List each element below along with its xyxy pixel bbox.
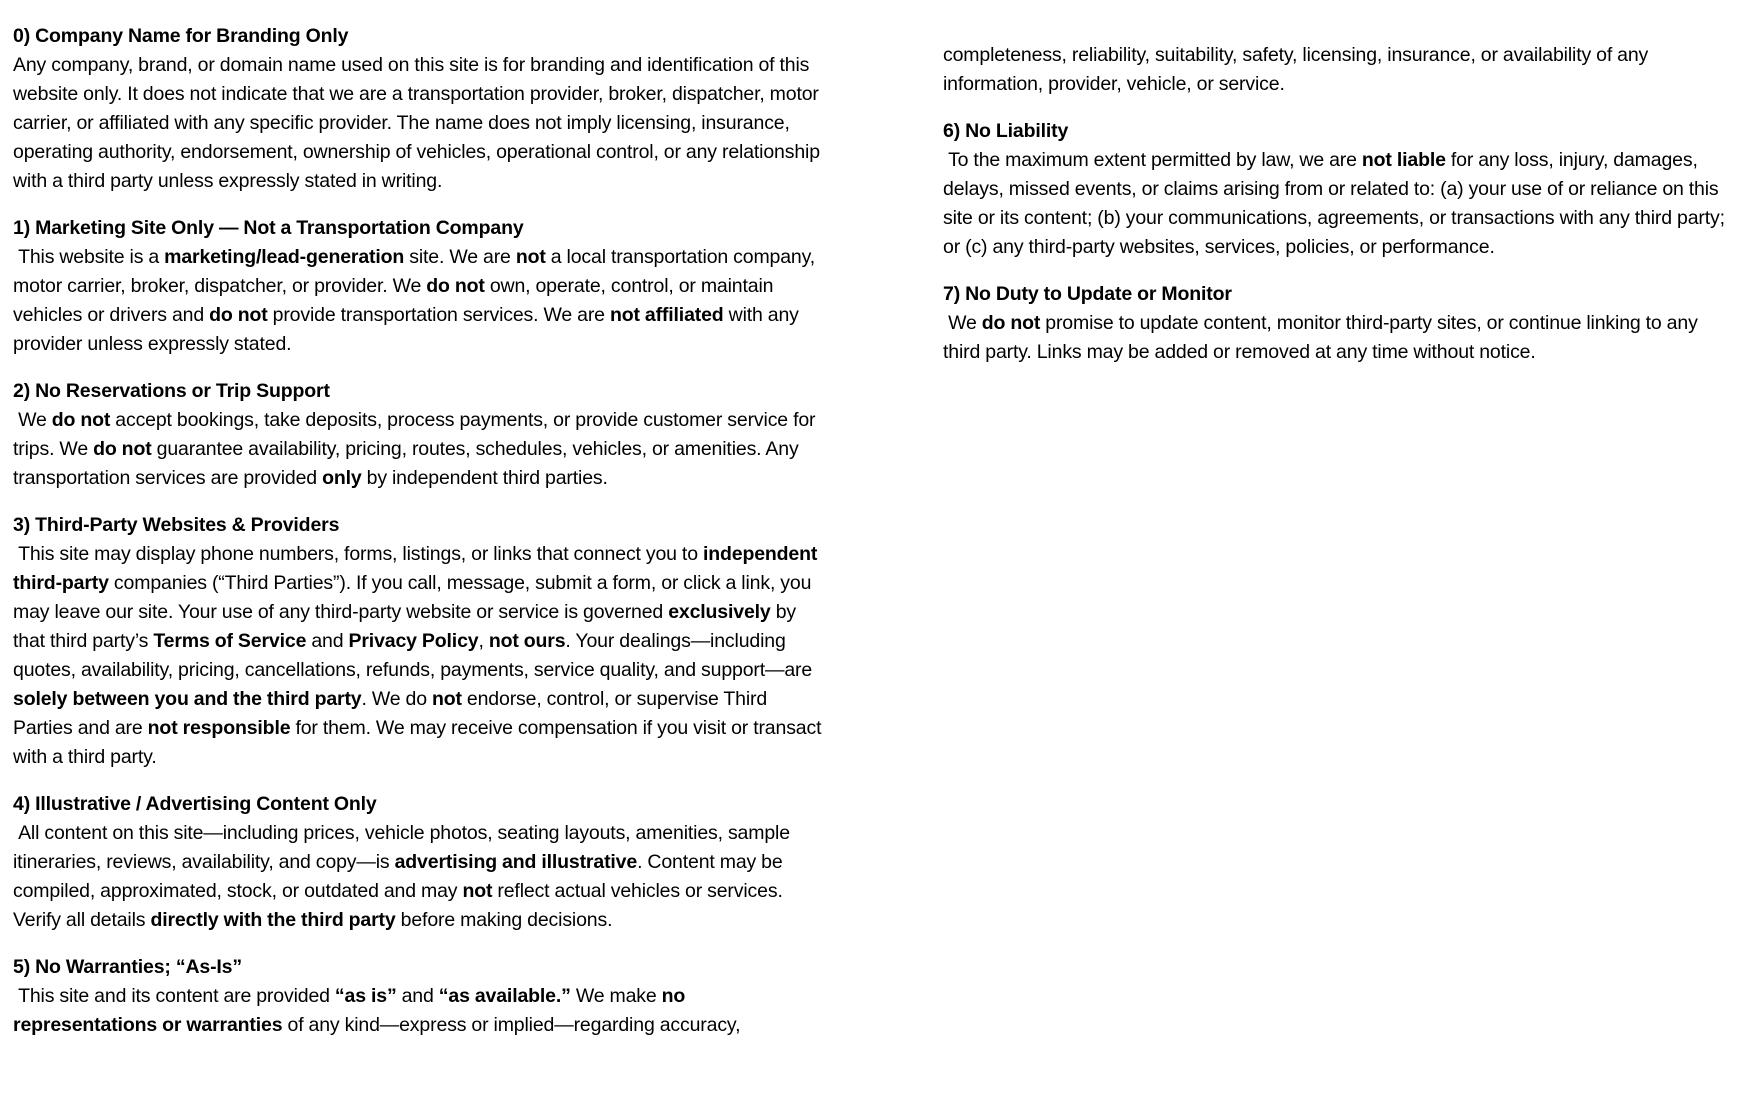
body-text: We (943, 312, 982, 334)
body-text: This site may display phone numbers, forms, listings, or links that connect you to (13, 543, 703, 565)
section-heading: 7) No Duty to Update or Monitor (943, 283, 1232, 305)
emphasized-text: not (515, 246, 546, 268)
section-heading: 3) Third-Party Websites & Providers (13, 514, 340, 536)
body-text: . Content may be compiled, approximated, stock, or outdated and may (13, 851, 783, 902)
body-text: of any kind—express or implied—regarding accuracy, (282, 1014, 741, 1036)
emphasized-text: only (322, 467, 362, 489)
section-heading: 1) Marketing Site Only — Not a Transportation Company (13, 217, 524, 239)
disclaimer-column-right (943, 41, 1735, 385)
body-text: provide transportation services. We are (267, 304, 610, 326)
emphasized-text: advertising and illustrative (394, 851, 638, 873)
body-text: and (306, 630, 349, 652)
body-text: All content on this site—including prices, vehicle photos, seating layouts, amenities, sample itineraries, reviews, availability, and copy—is (13, 822, 790, 873)
emphasized-text: Privacy Policy (348, 630, 479, 652)
body-text: . Your dealings—including quotes, availability, pricing, cancellations, refunds, payments, service quality, and support—are (13, 630, 813, 681)
emphasized-text: not responsible (147, 717, 291, 739)
body-text: with any provider unless expressly stated. (13, 304, 799, 355)
body-text: completeness, reliability, suitability, safety, licensing, insurance, or availability of any information, provider, vehicle, or service. (943, 44, 1649, 95)
emphasized-text: independent third-party (13, 543, 818, 594)
body-text: accept bookings, take deposits, process payments, or provide customer service for trips. We (13, 409, 816, 460)
section-heading: 5) No Warranties; “As-Is” (13, 956, 242, 978)
body-text: We make (570, 985, 662, 1007)
body-text: for them. We may receive compensation if you visit or transact with a third party. (13, 717, 822, 768)
emphasized-text: Terms of Service (153, 630, 307, 652)
disclaimer-section (13, 377, 825, 493)
body-text: This site and its content are provided (13, 985, 335, 1007)
body-text: guarantee availability, pricing, routes, schedules, vehicles, or amenities. Any transportation services are provided (13, 438, 799, 489)
disclaimer-section (13, 953, 825, 1040)
disclaimer-section (943, 117, 1735, 262)
emphasized-text: not (431, 688, 462, 710)
emphasized-text: “as available.” (438, 985, 571, 1007)
body-text: a local transportation company, motor carrier, broker, dispatcher, or provider. We (13, 246, 816, 297)
disclaimer-section (13, 790, 825, 935)
body-text: site. We are (404, 246, 516, 268)
emphasized-text: not (462, 880, 493, 902)
emphasized-text: marketing/lead-generation (164, 246, 405, 268)
emphasized-text: do not (51, 409, 111, 431)
disclaimer-column-left (13, 22, 825, 1058)
emphasized-text: not affiliated (609, 304, 724, 326)
body-text: for any loss, injury, damages, delays, missed events, or claims arising from or related to: (a) your use of or reliance on this site or its content; (b) your communications, agreements, or transactions with any third party; or (c) any third-party websites, services, policies, or performance. (943, 149, 1725, 258)
disclaimer-section (13, 214, 825, 359)
emphasized-text: do not (209, 304, 268, 326)
disclaimer-section-continuation (943, 41, 1735, 99)
emphasized-text: do not (93, 438, 152, 460)
disclaimer-section (943, 280, 1735, 367)
emphasized-text: not liable (1361, 149, 1446, 171)
body-text: Any company, brand, or domain name used on this site is for branding and identification of this website only. It does not indicate that we are a transportation provider, broker, dispatcher, motor carrier, or affiliated with any specific provider. The name does not imply licensing, insurance, operating authority, endorsement, ownership of vehicles, operational control, or any relationship with a third party unless expressly stated in writing. (13, 54, 820, 192)
section-heading: 2) No Reservations or Trip Support (13, 380, 330, 402)
body-text: This website is a (13, 246, 165, 268)
section-heading: 4) Illustrative / Advertising Content Only (13, 793, 377, 815)
emphasized-text: solely between you and the third party (13, 688, 362, 710)
emphasized-text: do not (981, 312, 1041, 334)
section-heading: 0) Company Name for Branding Only (13, 25, 349, 47)
body-text: companies (“Third Parties”). If you call, message, submit a form, or click a link, you may leave our site. Your use of any third-party website or service is governed (13, 572, 812, 623)
body-text: promise to update content, monitor third-party sites, or continue linking to any third party. Links may be added or removed at any time without notice. (943, 312, 1698, 363)
body-text: own, operate, control, or maintain vehicles or drivers and (13, 275, 774, 326)
body-text: and (396, 985, 439, 1007)
section-heading: 6) No Liability (943, 120, 1069, 142)
body-text: endorse, control, or supervise Third Parties and are (13, 688, 768, 739)
disclaimer-section (13, 511, 825, 772)
body-text: before making decisions. (395, 909, 613, 931)
body-text: , (478, 630, 489, 652)
body-text: . We do (361, 688, 432, 710)
body-text: reflect actual vehicles or services. Verify all details (13, 880, 783, 931)
disclaimer-section (13, 22, 825, 196)
emphasized-text: do not (426, 275, 485, 297)
body-text: by that third party’s (13, 601, 796, 652)
emphasized-text: not ours (488, 630, 566, 652)
emphasized-text: directly with the third party (150, 909, 396, 931)
body-text: by independent third parties. (361, 467, 608, 489)
body-text: To the maximum extent permitted by law, we are (943, 149, 1362, 171)
emphasized-text: exclusively (668, 601, 771, 623)
emphasized-text: no representations or warranties (13, 985, 686, 1036)
emphasized-text: “as is” (334, 985, 397, 1007)
body-text: We (13, 409, 52, 431)
